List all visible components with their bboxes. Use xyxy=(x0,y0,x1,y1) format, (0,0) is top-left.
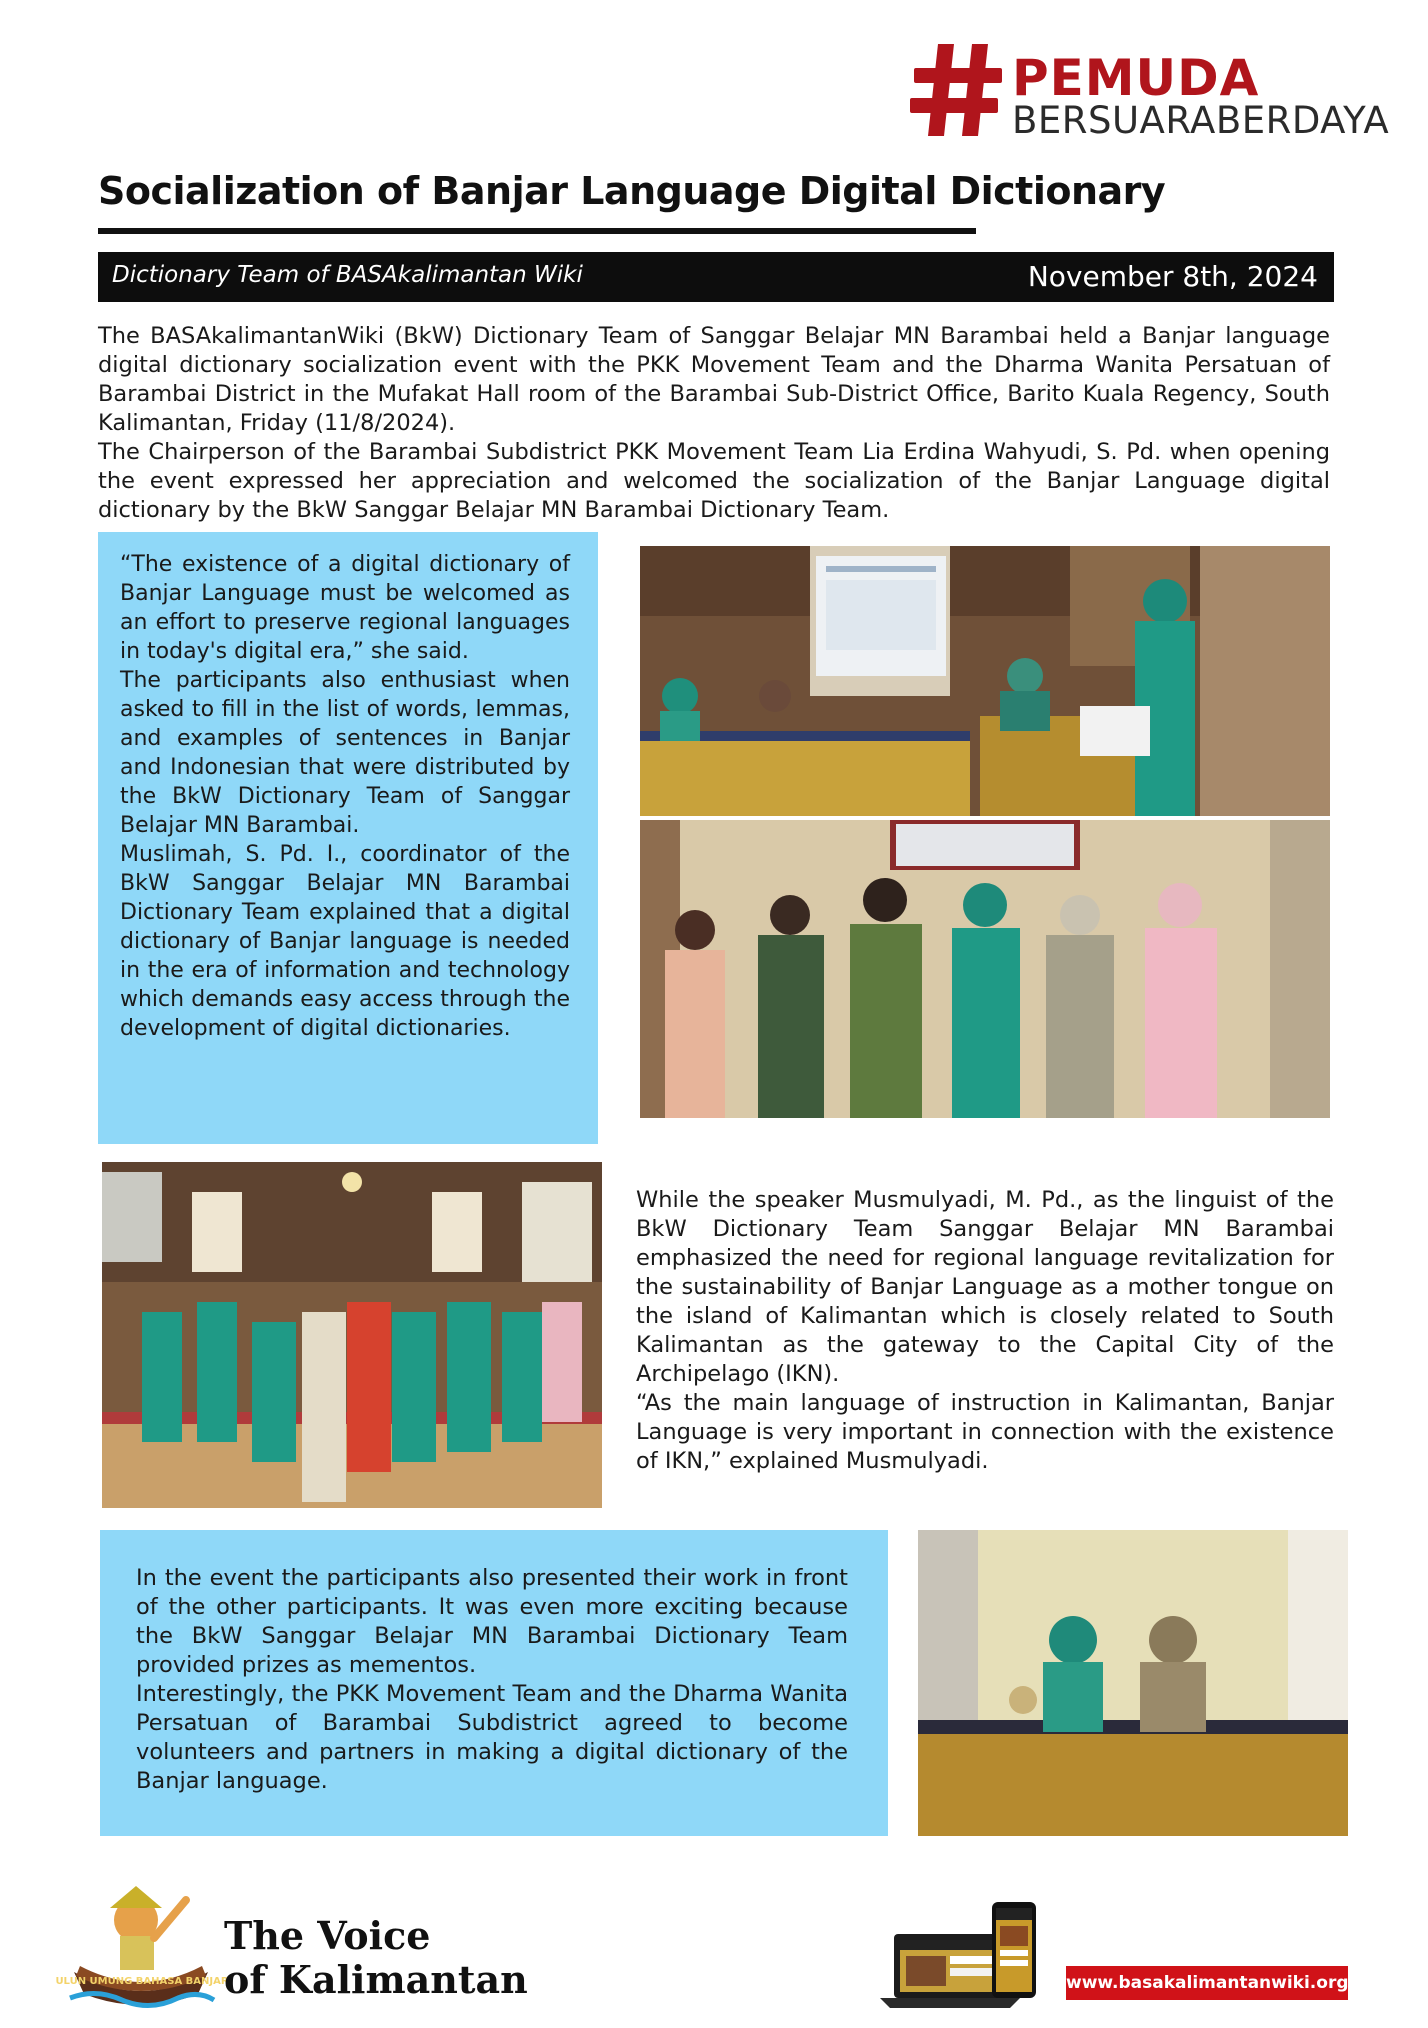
photo-group xyxy=(640,820,1330,1118)
quote-paragraph: The participants also enthusiast when asked to fill in the list of words, lemmas, and examples of sentences in Banjar and Indonesian that were distributed by the BkW Dictionary Team of Sanggar Belajar MN Barambai. xyxy=(120,668,570,838)
tagline-line: The Voice xyxy=(224,1913,431,1958)
speaker-paragraph: While the speaker Musmulyadi, M. Pd., as the linguist of the BkW Dictionary Team Sanggar Belajar MN Barambai emphasized the need for regional language revitalization for the sustainability of Banjar Language as a mother tongue on the island of Kalimantan which is closely related to South Kalimantan as the gateway to the Capital City of the Archipelago (IKN). xyxy=(636,1187,1334,1387)
logo xyxy=(55,1880,229,2010)
tagline-line: of Kalimantan xyxy=(224,1957,528,2002)
photo-presentation xyxy=(640,546,1330,816)
brand-name: PEMUDA xyxy=(1012,49,1260,107)
closing-paragraph: In the event the participants also presented their work in front of the other participants. It was even more exciting because the BkW Sanggar Belajar MN Barambai Dictionary Team provided prizes as mementos. xyxy=(136,1565,848,1678)
brand-slogan: BERSUARABERDAYA xyxy=(1012,99,1390,142)
devices-illustration xyxy=(880,1900,1040,2012)
tagline xyxy=(224,1914,528,2002)
closing-box xyxy=(100,1530,888,1836)
closing-paragraph: Interestingly, the PKK Movement Team and the Dharma Wanita Persatuan of Barambai Subdistrict agreed to become volunteers and partners in making a digital dictionary of the Banjar language. xyxy=(136,1681,848,1794)
quote-box xyxy=(98,532,598,1144)
website-link[interactable]: www.basakalimantanwiki.org xyxy=(1066,1966,1348,2000)
quote-box-text xyxy=(120,550,570,1043)
photo-hall-group xyxy=(102,1162,602,1508)
logo-text: ULUN UMUNG BAHASA BANJAR xyxy=(55,1976,229,1987)
closing-box-text xyxy=(136,1564,848,1796)
page-title: Socialization of Banjar Language Digital Dictionary xyxy=(98,169,1166,213)
speaker-paragraph: “As the main language of instruction in Kalimantan, Banjar Language is very important in connection with the existence of IKN,” explained Musmulyadi. xyxy=(636,1390,1334,1474)
hashtag-icon xyxy=(908,40,1008,140)
intro-text xyxy=(98,322,1330,525)
byline-date: November 8th, 2024 xyxy=(1027,260,1318,293)
quote-paragraph: “The existence of a digital dictionary of Banjar Language must be welcomed as an effort to preserve regional languages in today's digital era,” she said. xyxy=(120,552,570,664)
intro-paragraph: The Chairperson of the Barambai Subdistrict PKK Movement Team Lia Erdina Wahyudi, S. Pd. when opening the event expressed her appreciation and welcomed the socialization of the Banjar Language digital dictionary by the BkW Sanggar Belajar MN Barambai Dictionary Team. xyxy=(98,439,1330,523)
photo-panel xyxy=(918,1530,1348,1836)
intro-paragraph: The BASAkalimantanWiki (BkW) Dictionary Team of Sanggar Belajar MN Barambai held a Banjar language digital dictionary socialization event with the PKK Movement Team and the Dharma Wanita Persatuan of Barambai District in the Mufakat Hall room of the Barambai Sub-District Office, Barito Kuala Regency, South Kalimantan, Friday (11/8/2024). xyxy=(98,323,1330,436)
quote-paragraph: Muslimah, S. Pd. I., coordinator of the BkW Sanggar Belajar MN Barambai Dictionary Team explained that a digital dictionary of Banjar language is needed in the era of information and technology which demands easy access through the development of digital dictionaries. xyxy=(120,842,570,1041)
title-underline xyxy=(98,228,976,234)
speaker-text xyxy=(636,1186,1334,1476)
byline-banner xyxy=(98,252,1334,302)
byline-team: Dictionary Team of BASAkalimantan Wiki xyxy=(112,262,583,288)
